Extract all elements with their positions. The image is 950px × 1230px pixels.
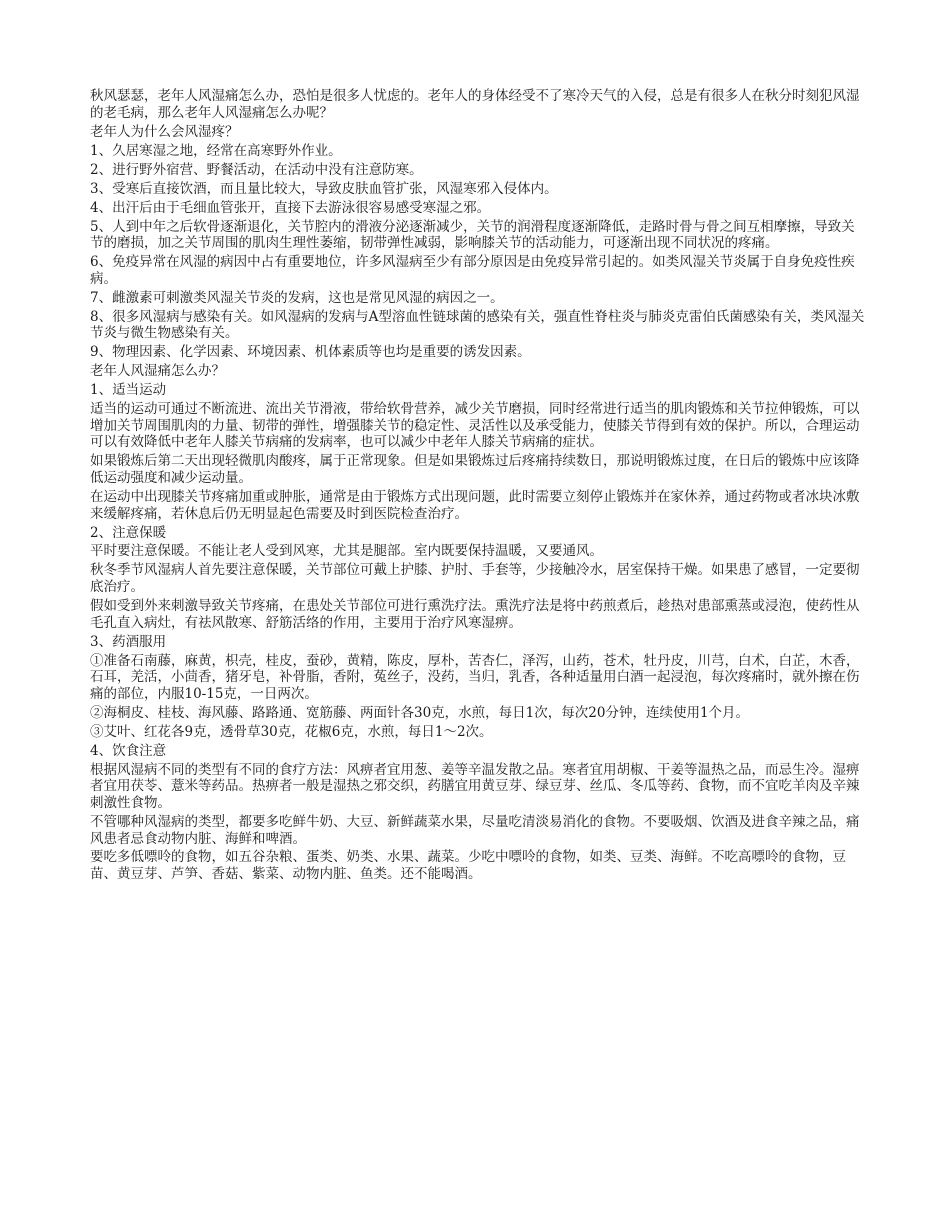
cause-item-3: 3、受寒后直接饮酒，而且量比较大，导致皮肤血管扩张，风湿寒邪入侵体内。: [90, 180, 558, 197]
warmth-paragraph-2: 秋冬季节风湿病人首先要注意保暖，关节部位可戴上护膝、护肘、手套等，少接触冷水，居室保持干燥。如果患了感冒，一定要彻底治疗。: [90, 562, 860, 596]
exercise-paragraph-1: 适当的运动可通过不断流进、流出关节滑液，带给软骨营养，减少关节磨损，同时经常进行适当的肌肉锻炼和关节拉伸锻炼，可以增加关节周围肌肉的力量、韧带的弹性，增强膝关节的稳定性、灵活性以及承受能力，使膝关节得到有效的保护。所以，合理运动可以有效降低中老年人膝关节病痛的发病率，也可以减少中老年人膝关节病痛的症状。: [90, 401, 860, 451]
wine-recipe-2: ②海桐皮、桂枝、海风藤、路路通、宽筋藤、两面针各30克，水煎，每日1次，每次20分钟，连续使用1个月。: [90, 704, 750, 721]
section-heading-remedies: 老年人风湿痛怎么办？: [90, 363, 225, 380]
cause-item-4: 4、出汗后由于毛细血管张开，直接下去游泳很容易感受寒湿之邪。: [90, 199, 491, 216]
subheading-diet: 4、饮食注意: [90, 742, 167, 759]
document-body: [90, 88, 865, 885]
wine-recipe-1: ①准备石南藤，麻黄，枳壳，桂皮，蚕砂，黄精，陈皮，厚朴，苦杏仁，泽泻，山药，苍术，牡丹皮，川芎，白术，白芷，木香，石耳，羌活，小茴香，猪牙皂，补骨脂，香附，菟丝子，没药，当归，乳香，各种适量用白酒一起浸泡，每次疼痛时，就外擦在伤痛的部位，内服10-15克，一日两次。: [90, 652, 860, 702]
cause-item-6: 6、免疫异常在风湿的病因中占有重要地位，许多风湿病至少有部分原因是由免疫异常引起的。如类风湿关节炎属于自身免疫性疾病。: [90, 254, 855, 287]
subheading-exercise: 1、适当运动: [90, 382, 167, 399]
cause-item-5: 5、人到中年之后软骨逐渐退化，关节腔内的滑液分泌逐渐减少，关节的润滑程度逐渐降低，走路时骨与骨之间互相摩擦，导致关节的磨损，加之关节周围的肌肉生理性萎缩，韧带弹性减弱，影响膝关节的活动能力，可逐渐出现不同状况的疼痛。: [90, 218, 855, 252]
cause-item-9: 9、物理因素、化学因素、环境因素、机体素质等也均是重要的诱发因素。: [90, 344, 531, 361]
exercise-paragraph-2: 如果锻炼后第二天出现轻微肌肉酸疼，属于正常现象。但是如果锻炼过后疼痛持续数日，那说明锻炼过度，在日后的锻炼中应该降低运动强度和减少运动量。: [90, 453, 860, 486]
section-heading-causes: 老年人为什么会风湿疼？: [90, 123, 239, 140]
subheading-warmth: 2、注意保暖: [90, 524, 167, 541]
warmth-paragraph-1: 平时要注意保暖。不能让老人受到风寒，尤其是腿部。室内既要保持温暖，又要通风。: [90, 543, 603, 560]
wine-recipe-3: ③艾叶、红花各9克，透骨草30克，花椒6克，水煎，每日1～2次。: [90, 723, 493, 740]
cause-item-8: 8、很多风湿病与感染有关。如风湿病的发病与A型溶血性链球菌的感染有关，强直性脊柱炎与肺炎克雷伯氏菌感染有关，类风湿关节炎与微生物感染有关。: [90, 308, 865, 342]
warmth-paragraph-3: 假如受到外来刺激导致关节疼痛，在患处关节部位可进行熏洗疗法。熏洗疗法是将中药煎煮后，趁热对患部熏蒸或浸泡，使药性从毛孔直入病灶，有祛风散寒、舒筋活络的作用，主要用于治疗风寒湿痹。: [90, 598, 860, 631]
cause-item-7: 7、雌激素可刺激类风湿关节炎的发病，这也是常见风湿的病因之一。: [90, 289, 504, 306]
cause-item-2: 2、进行野外宿营、野餐活动，在活动中没有注意防寒。: [90, 161, 423, 178]
subheading-medicinal-wine: 3、药酒服用: [90, 633, 167, 650]
diet-paragraph-2: 不管哪种风湿病的类型，都要多吃鲜牛奶、大豆、新鲜蔬菜水果，尽量吃清淡易消化的食物。不要吸烟、饮酒及进食辛辣之品，痛风患者忌食动物内脏、海鲜和啤酒。: [90, 813, 860, 847]
diet-paragraph-1: 根据风湿病不同的类型有不同的食疗方法：风痹者宜用葱、姜等辛温发散之品。寒者宜用胡椒、干姜等温热之品，而忌生冷。湿痹者宜用茯苓、薏米等药品。热痹者一般是湿热之邪交织，药膳宜用黄豆芽、绿豆芽、丝瓜、冬瓜等药、食物，而不宜吃羊肉及辛辣刺激性食物。: [90, 761, 860, 811]
exercise-paragraph-3: 在运动中出现膝关节疼痛加重或肿胀，通常是由于锻炼方式出现问题，此时需要立刻停止锻炼并在家休养，通过药物或者冰块冰敷来缓解疼痛，若休息后仍无明显起色需要及时到医院检查治疗。: [90, 488, 860, 522]
intro-paragraph: 秋风瑟瑟，老年人风湿痛怎么办，恐怕是很多人忧虑的。老年人的身体经受不了寒冷天气的入侵，总是有很多人在秋分时刻犯风湿的老毛病，那么老年人风湿痛怎么办呢？: [90, 88, 860, 121]
cause-item-1: 1、久居寒湿之地，经常在高寒野外作业。: [90, 142, 342, 159]
diet-paragraph-3: 要吃多低嘌呤的食物，如五谷杂粮、蛋类、奶类、水果、蔬菜。少吃中嘌呤的食物，如类、豆类、海鲜。不吃高嘌呤的食物，豆苗、黄豆芽、芦笋、香菇、紫菜、动物内脏、鱼类。还不能喝酒。: [90, 849, 846, 883]
